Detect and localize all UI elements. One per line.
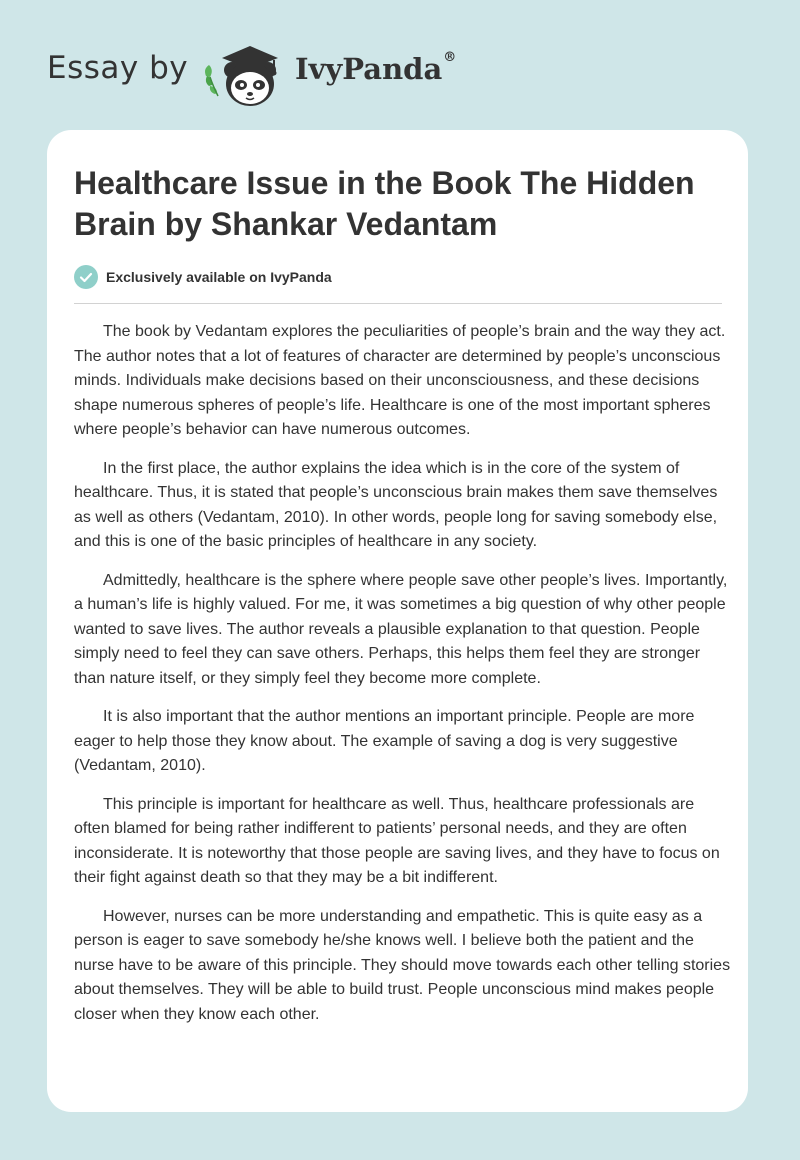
- essay-title: Healthcare Issue in the Book The Hidden Brain by Shankar Vedantam: [74, 165, 695, 242]
- exclusive-badge-label: Exclusively available on IvyPanda: [106, 269, 332, 285]
- registered-mark: ®: [443, 50, 457, 65]
- check-circle-icon: [74, 265, 98, 289]
- site-header: [0, 0, 800, 130]
- essay-paragraph: However, nurses can be more understanding and empathetic. This is quite easy as a person is eager to save somebody he/she knows well. I believe both the patient and the nurse have to be aware of this principle. They should move towards each other telling stories about themselves. They will be able to build trust. People unconscious mind makes people closer when they know each other.: [74, 907, 731, 1023]
- essay-paragraph: Admittedly, healthcare is the sphere where people save other people’s lives. Importantly, a human’s life is highly valued. For me, it was sometimes a big question of why other people wanted to save lives. The author reveals a plausible explanation to that question. People simply need to feel they can save others. Perhaps, this helps them feel they are stronger than nature itself, or they simply feel they become more complete.: [74, 571, 728, 687]
- ivy-leaf-icon: [205, 65, 218, 96]
- essay-paragraph: This principle is important for healthcare as well. Thus, healthcare professionals are often blamed for being rather indifferent to patients’ personal needs, and they are often inconsiderate. It is noteworthy that those people are saving lives, and they have to focus on their fight against death so that they may be a bit indifferent.: [74, 795, 720, 886]
- essay-paragraph: In the first place, the author explains the idea which is in the core of the system of healthcare. Thus, it is stated that people’s unconscious brain makes them save themselves as well as others (Vedantam, 2010). In other words, people long for saving somebody else, and this is one of the basic principles of healthcare in any society.: [74, 459, 718, 550]
- essay-paragraph: The book by Vedantam explores the peculiarities of people’s brain and the way they act. The author notes that a lot of features of character are determined by people’s unconscious minds. Individuals make decisions based on their unconsciousness, and these decisions shape numerous spheres of people’s life. Healthcare is one of the most important spheres where people’s behavior can have numerous outcomes.: [74, 323, 726, 438]
- title-divider: [74, 303, 722, 304]
- essay-body: [74, 320, 734, 1041]
- ivypanda-brand[interactable]: [295, 52, 456, 86]
- essay-by-label: Essay by: [47, 50, 189, 86]
- brand-name-text: IvyPanda: [295, 52, 443, 86]
- ivypanda-logo-icon[interactable]: [200, 36, 295, 110]
- essay-card: [47, 130, 748, 1112]
- exclusive-badge: [74, 264, 332, 290]
- essay-paragraph: It is also important that the author mentions an important principle. People are more eager to help those they know about. The example of saving a dog is very suggestive (Vedantam, 2010).: [74, 708, 695, 774]
